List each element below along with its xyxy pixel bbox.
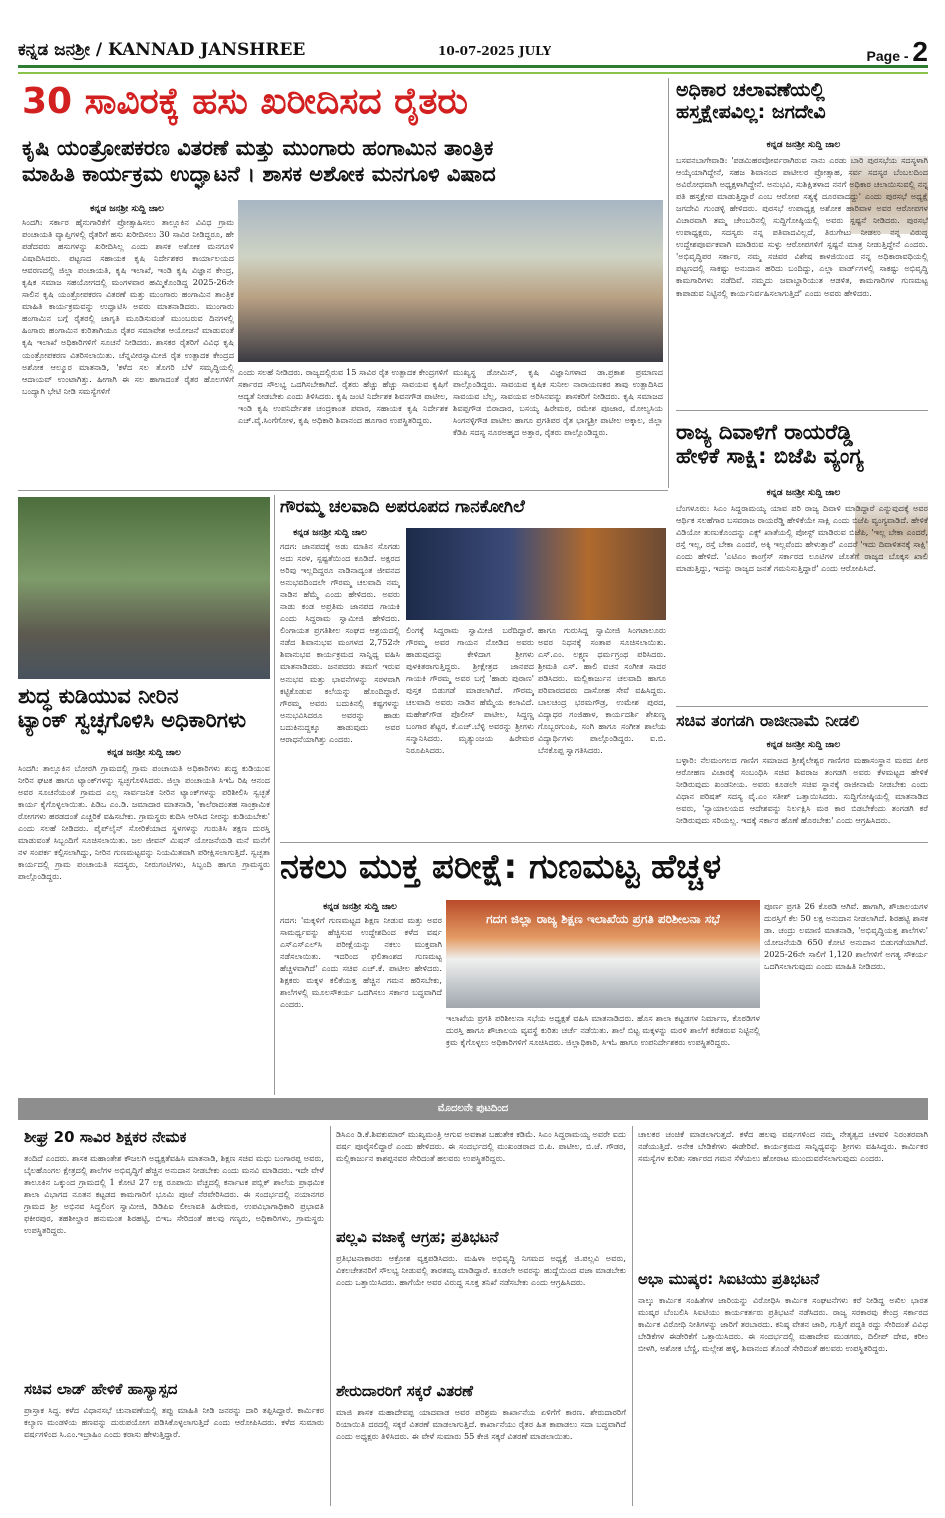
page-number-value: 2: [912, 38, 928, 67]
column-divider: [632, 1126, 633, 1506]
gouramma-body-col3: ಹಾಗೂ ಗುರುಸಿದ್ದ ಸ್ವಾಮೀಜಿ ಸಿಂಗಟಾಲೂರು ಅವರ ನಿಧನಕ್ಕೆ ಸಂತಾಪ ಸೂಚಿಸಲಾಯಿತು. ಎಸ್.ಎಂ. ಲಕ್ಷ್ಮಣ ಧರ್ಮಗ್ರಂಥ ಪಠಿಸಿದರು. ಶ್ರೀಮತಿ ಎಸ್. ಹಾಲಿ ವಚನ ಸಂಗೀತ ಸಾದರ ಪಡಿಸಿದರು. ಮಲ್ಲಿಕಾರ್ಜುನ ಚಲವಾದಿ ಹಾಗೂ ಪರಿವಾರದವರು ದಾಸೋಹ ಸೇವೆ ವಹಿಸಿದ್ದರು. ಬಾಲಚಂದ್ರ ಭರಮಗೌಡ್ರ, ಉಮೇಶ ಪುರದ, ವಿದ್ಯಾಧರ ಗಂಜಿಹಾಳ, ಕಾರ್ಯದರ್ಶಿ ಶೇಖಣ್ಣ ಗೊಬ್ಬರಗುಂಪಿ, ಸಂಗಿ ಹಾಗೂ ಸಂಗೀತ ಶಾಲೆಯ ವಿದ್ಯಾರ್ಥಿಗಳು ಪಾಲ್ಗೊಂಡಿದ್ದರು. ಐ.ಬಿ. ಬೆನಕೊಪ್ಪ ಸ್ವಾಗತಿಸಿದರು.: [538, 625, 666, 756]
cont-story6-body: ಚಾಲಕರ ಚಂಚಿಕೆ ಮಾಡಲಾಗುತ್ತದೆ. ಕಳೆದ ಹಲವು ವರ್ಷಗಳಿಂದ ನಮ್ಮ ನೇತೃತ್ವದ ಚಳವಳಿ ನಿರಂತರವಾಗಿ ನಡೆಯುತ್ತಿದೆ. ಅನೇಕ ಬೇಡಿಕೆಗಳು ಈಡೇರಿವೆ. ಕಾರ್ಯಕ್ರಮದ ಸಾನ್ನಿಧ್ಯವನ್ನು ಶ್ರೀಗಳು ವಹಿಸಿದ್ದರು. ಕಾರ್ಮಿಕರ ಸಮಸ್ಯೆಗಳ ಕುರಿತು ಸರ್ಕಾರದ ಗಮನ ಸೆಳೆಯಲು ಹೋರಾಟ ಮುಂದುವರೆಸಲಾಗುವುದು ಎಂದರು.: [638, 1129, 928, 1164]
lead-deck: [22, 136, 667, 190]
column-divider: [274, 495, 275, 1095]
rayareddy-headline-line-2: ಹೇಳಿಕೆ ಸಾಕ್ಷಿ: ಬಿಜೆಪಿ ವ್ಯಂಗ್ಯ: [676, 444, 864, 469]
lead-body-col1: ಸಿಂದಗಿ: ಸರ್ಕಾರ ಹೈನುಗಾರಿಕೆಗೆ ಪ್ರೋತ್ಸಾಹಿಸಲು ತಾಲ್ಲೂಕಿನ ವಿವಿಧ ಗ್ರಾಮ ಪಂಚಾಯತಿ ವ್ಯಾಪ್ತಿಗಳಲ್ಲಿ ರೈತರಿಗೆ ಹಸು ಖರೀದಿಸಲು 30 ಸಾವಿರ ನೀಡಿದ್ದರೂ, ಹೇ ಪಡೆದವರು ಹಸುಗಳನ್ನು ಖರೀದಿಸಿಲ್ಲ ಎಂದು ಶಾಸಕ ಅಶೋಕ ಮನಗೂಳಿ ವಿಷಾದಿಸಿದರು. ಪಟ್ಟಣದ ಸಹಾಯಕ ಕೃಷಿ ನಿರ್ದೇಶಕರ ಕಾರ್ಯಾಲಯದ ಆವರಣದಲ್ಲಿ ಜಿಲ್ಲಾ ಪಂಚಾಯತಿ, ಕೃಷಿ ಇಲಾಖೆ, ಇಂಡಿ ಕೃಷಿ ವಿಜ್ಞಾನ ಕೇಂದ್ರ, ಕೃಷಿಕ ಸಮಾಜ ಸಹಯೋಗದಲ್ಲಿ ಮಂಗಳವಾರ ಹಮ್ಮಿಕೊಂಡಿದ್ದ 2025-26ನೇ ಸಾಲಿನ ಕೃಷಿ ಯಂತ್ರೋಪಕರಣ ವಿತರಣೆ ಮತ್ತು ಮುಂಗಾರು ಹಂಗಾಮಿನ ತಾಂತ್ರಿಕ ಮಾಹಿತಿ ಕಾರ್ಯಕ್ರಮವನ್ನು ಉದ್ಘಾಟಿಸಿ ಅವರು ಮಾತನಾಡಿದರು. ಮುಂಗಾರು ಹಂಗಾಮಿನ ಬಗ್ಗೆ ರೈತರಲ್ಲಿ ಜಾಗೃತಿ ಮೂಡಿಸುವಂತೆ ಮುಂಬರುವ ದಿನಗಳಲ್ಲಿ ಹಿಂಗಾರು ಹಂಗಾಮಿನ ಕುರಿತಾಗಿಯೂ ರೈತರ ಸಮಾವೇಶ ಆಯೋಜನೆ ಮಾಡುವಂತೆ ಕೃಷಿ ಇಲಾಖೆ ಅಧಿಕಾರಿಗಳಿಗೆ ಸೂಚನೆ ನೀಡಿದರು. ಶಾಸಕರ ರೈತರಿಗೆ ವಿವಿಧ ಕೃಷಿ ಯಂತ್ರೋಪಕರಣ ವಿತರಿಸಲಾಯಿತು. ಚೆನ್ನವೀರಸ್ವಾಮೀಜಿ ರೈತ ಉತ್ಪಾದಕ ಕೇಂದ್ರದ ಅಶೋಕ ಆಲ್ಮೂರ ಮಾತನಾಡಿ, 'ಕಳೆದ ಸಲ ತೊಗರಿ ಬೆಳೆ ಸಮೃದ್ಧಿಯಲ್ಲಿ ಆದಾಯವ್ ಉಂಟಾಗಿತ್ತು. ಹೀಗಾಗಿ ಈ ಸಲ ಹಾಗಾದಂತೆ ರೈತರ ಹೊಲಗಳಿಗೆ ಬಂದ್ಯಾಗಿ ಭೇಟಿ ನೀಡಿ ಸಮಸ್ಯೆಗಳಿಗೆ: [22, 217, 234, 396]
jagadev-body: ಬಸವನಬಾಗೇವಾಡಿ: 'ಪಡಮಿಹರವೋರ್ವರಾಗಿರುವ ನಾನು ಎರಡು ಬಾರಿ ಪುರಸಭೆಯ ಸದಸ್ಯಳಾಗಿ ಆಯ್ಕೆಯಾಗಿದ್ದೇನೆ, ಸಹಜ ಶಿವಾನಂದ ಪಾಟೀಲರ ಪ್ರೋತ್ಸಾಹ, ಸರ್ವ ಸದಸ್ಯರ ಬೆಂಬಲದಿಂದ ಅವಿರೋಧವಾಗಿ ಅಧ್ಯಕ್ಷಳಾಗಿದ್ದೇನೆ. ಅನುಭವಿ, ಸುಶಿಕ್ಷಿತಳಾದ ನನಗೆ ಅಧಿಕಾರ ಚಲಾಯಿಸುವಲ್ಲಿ ನನ್ನ ಪತಿ ಹಸ್ತಕ್ಷೇಪ ಮಾಡುತ್ತಿದ್ದಾರೆ ಎಂಬ ಆರೋಪ ಸತ್ಯಕ್ಕೆ ದೂರವಾದದ್ದು' ಎಂದು ಪುರಸಭೆ ಅಧ್ಯಕ್ಷೆ ಜಗದೇವಿ ಗುಂಡಳ್ಳಿ ಹೇಳಿದರು. ಪುರಸಭೆ ಉಪಾಧ್ಯಕ್ಷ ಅಶೋಕ ಹಾರಿವಾಳ ಅವರ ಆರೋಪಗಳ ವಿಚಾರವಾಗಿ ತಮ್ಮ ಚೇಂಬರಿನಲ್ಲಿ ಸುದ್ದಿಗೋಷ್ಠಿಯಲ್ಲಿ ಅವರು ಸ್ಪಷ್ಟನೆ ನೀಡಿದರು. ಪುರಸಭೆ ಉಪಾಧ್ಯಕ್ಷರು, ಸದಸ್ಯರು ನನ್ನ ಪತಿವಾದವಿಲ್ಲದೆ, ತಿರುಗೇಟು ನೀಡಲು ನನ್ನ ವಿರುದ್ಧ ಉದ್ದೇಶಪೂರ್ವಕವಾಗಿ ಮಾಡಿರುವ ಸುಳ್ಳು ಆರೋಪಗಳಿಗೆ ಸ್ಪಷ್ಟನೆ ಮಾತ್ರ ನೀಡುತ್ತಿದ್ದೇನೆ ಎಂದರು. 'ಅಭಿವೃದ್ಧಿಪರ ಸರ್ಕಾರ, ನಮ್ಮ ಸಚಿವರ ವಿಶೇಷ ಕಾಳಜಿಯಿಂದ ನನ್ನ ಅಧಿಕಾರಾವಧಿಯಲ್ಲಿ ಪಟ್ಟಣದಲ್ಲಿ ಸಾಕಷ್ಟು ಅನುದಾನ ಹರಿದು ಬಂದಿದ್ದು, ಎಲ್ಲಾ ವಾರ್ಡ್‌ಗಳಲ್ಲಿ ಸಾಕಷ್ಟು ಅಭಿವೃದ್ಧಿ ಕಾಮಗಾರಿಗಳು ನಡೆದಿವೆ. ನಮ್ಮದು ಜವಾಬ್ದಾರಿಯುತ ಆಡಳಿತ, ಕಾಮಗಾರಿಗಳ ಗುಣಮಟ್ಟ ಕಾಪಾಡುವ ನಿಟ್ಟಿನಲ್ಲಿ ಕಾರ್ಯನಿರ್ವಹಿಸಲಾಗುತ್ತಿದೆ' ಎಂದು ಅವರು ಹೇಳಿದರು.: [676, 155, 928, 298]
section-divider: [676, 410, 928, 411]
exam-photo-banner: ಗದಗ ಜಿಲ್ಲಾ ರಾಜ್ಯ ಶಿಕ್ಷಣ ಇಲಾಖೆಯ ಪ್ರಗತಿ ಪರಿಶೀಲನಾ ಸಭೆ: [486, 912, 720, 926]
lead-byline: ಕನ್ನಡ ಜನಶ್ರೀ ಸುದ್ದಿ ಜಾಲ: [90, 204, 164, 214]
section-divider: [676, 706, 928, 707]
cont-story2-body: ಪ್ರಾಸ್ತಾಕ ಸಿದ್ಧ. ಕಳೆದ ವಿಧಾನಸಭೆ ಚುನಾವಣೆಯಲ್ಲಿ ತಪ್ಪು ಮಾಹಿತಿ ನೀಡಿ ಜನರನ್ನು ದಾರಿ ತಪ್ಪಿಸಿದ್ದಾರೆ. ಕಾರ್ಮಿಕರ ಕಲ್ಯಾಣ ಮಂಡಳಿಯ ಹಣವನ್ನು ದುರುಪಯೋಗ ಪಡಿಸಿಕೊಳ್ಳಲಾಗುತ್ತಿದೆ ಎಂದು ಆರೋಪಿಸಿದರು. ಕಳೆದ ಸುಮಾರು ವರ್ಷಗಳಿಂದ ಸಿ.ಎಂ.ಇಬ್ರಾಹಿಂ ಎಂದು ಕರಾಸು ಹೇಳುತ್ತಿದ್ದಾರೆ.: [24, 1405, 324, 1440]
paper-name: ಕನ್ನಡ ಜನಶ್ರೀ / KANNAD JANSHREE: [18, 40, 306, 60]
water-body: ಸಿಂದಗಿ: ತಾಲ್ಲೂಕಿನ ಬೋರಗಿ ಗ್ರಾಮದಲ್ಲಿ ಗ್ರಾಮ ಪಂಚಾಯತಿ ಅಧಿಕಾರಿಗಳು ಶುದ್ಧ ಕುಡಿಯುವ ನೀರಿನ ಘಟಕ ಹಾಗೂ ಟ್ಯಾಂಕ್‌ಗಳನ್ನು ಸ್ವಚ್ಛಗೊಳಿಸಿದರು. ಜಿಲ್ಲಾ ಪಂಚಾಯತಿ ಸಿಇಓ ರಿಷಿ ಆನಂದ ಅವರ ಸೂಚನೆಯಂತೆ ಗ್ರಾಮದ ಎಲ್ಲ ಸಾರ್ವಜನಿಕ ನೀರಿನ ಟ್ಯಾಂಕ್‌ಗಳನ್ನು ಪರಿಶೀಲಿಸಿ ಸ್ವಚ್ಛತೆ ಕಾರ್ಯ ಕೈಗೊಳ್ಳಲಾಯಿತು. ಪಿಡಿಒ ಎಂ.ಡಿ. ಜಮಾದಾರ ಮಾತನಾಡಿ, 'ಕಾಲೆರಾದಂತಹ ಸಾಂಕ್ರಾಮಿಕ ರೋಗಗಳು ಹರಡದಂತೆ ಎಚ್ಚರಿಕೆ ವಹಿಸಬೇಕು. ಗ್ರಾಮಸ್ಥರು ಕುದಿಸಿ ಆರಿಸಿದ ನೀರನ್ನು ಕುಡಿಯಬೇಕು' ಎಂದು ಸಲಹೆ ನೀಡಿದರು. ಪೈಪ್‌ಲೈನ್ ಸೋರಿಕೆಯಾದ ಸ್ಥಳಗಳನ್ನು ಗುರುತಿಸಿ ತಕ್ಷಣ ದುರಸ್ತಿ ಮಾಡುವಂತೆ ಸಿಬ್ಬಂದಿಗೆ ಸೂಚಿಸಲಾಯಿತು. ಜಲ ಜೀವನ್ ಮಿಷನ್ ಯೋಜನೆಯಡಿ ಮನೆ ಮನೆಗೆ ನಳ ಸಂಪರ್ಕ ಕಲ್ಪಿಸಲಾಗಿದ್ದು, ನೀರಿನ ಗುಣಮಟ್ಟವನ್ನು ನಿಯಮಿತವಾಗಿ ಪರೀಕ್ಷಿಸಲಾಗುತ್ತಿದೆ. ಸ್ವಚ್ಛತಾ ಕಾರ್ಯದಲ್ಲಿ ಗ್ರಾಮ ಪಂಚಾಯತಿ ಸದಸ್ಯರು, ನೀರುಗಂಟಿಗಳು, ಸಿಬ್ಬಂದಿ ಹಾಗೂ ಗ್ರಾಮಸ್ಥರು ಪಾಲ್ಗೊಂಡಿದ್ದರು.: [18, 763, 270, 882]
issue-date: 10-07-2025 JULY: [438, 44, 552, 58]
lead-deck-line-1: ಕೃಷಿ ಯಂತ್ರೋಪಕರಣ ವಿತರಣೆ ಮತ್ತು ಮುಂಗಾರು ಹಂಗಾಮಿನ ತಾಂತ್ರಿಕ: [22, 136, 494, 160]
jagadev-byline: ಕನ್ನಡ ಜನಶ್ರೀ ಸುದ್ದಿ ಜಾಲ: [766, 140, 841, 150]
cont-story1-headline: ಶೀಘ್ರ 20 ಸಾವಿರ ಶಿಕ್ಷಕರ ನೇಮಕ: [24, 1128, 187, 1146]
exam-body-col1: ಗದಗ: 'ಮಕ್ಕಳಿಗೆ ಗುಣಮಟ್ಟದ ಶಿಕ್ಷಣ ನೀಡುವ ಮತ್ತು ಅವರ ಸಾಮರ್ಥ್ಯವನ್ನು ಹೆಚ್ಚಿಸುವ ಉದ್ದೇಶದಿಂದ ಕಳೆದ ವರ್ಷ ಎಸ್‌ಎಸ್‌ಎಲ್‌ಸಿ ಪರೀಕ್ಷೆಯನ್ನು ನಕಲು ಮುಕ್ತವಾಗಿ ನಡೆಸಲಾಯಿತು. ಇದರಿಂದ ಫಲಿತಾಂಶದ ಗುಣಮಟ್ಟ ಹೆಚ್ಚಳವಾಗಿದೆ' ಎಂದು ಸಚಿವ ಎಚ್.ಕೆ. ಪಾಟೀಲ ಹೇಳಿದರು. ಶಿಕ್ಷಕರು ಮಕ್ಕಳ ಕಲಿಕೆಯತ್ತ ಹೆಚ್ಚಿನ ಗಮನ ಹರಿಸಬೇಕು, ಶಾಲೆಗಳಲ್ಲಿ ಮೂಲಸೌಕರ್ಯ ಒದಗಿಸಲು ಸರ್ಕಾರ ಬದ್ಧವಾಗಿದೆ ಎಂದರು.: [280, 915, 442, 1010]
gouramma-headline: ಗೌರಮ್ಮ ಚಲವಾದಿ ಅಪರೂಪದ ಗಾನಕೋಗಿಲೆ: [280, 498, 525, 517]
lead-deck-line-2: ಮಾಹಿತಿ ಕಾರ್ಯಕ್ರಮ ಉದ್ಘಾಟನೆ । ಶಾಸಕ ಅಶೋಕ ಮನಗೂಳಿ ವಿಷಾದ: [22, 161, 496, 186]
cont-story4-headline: ಪಲ್ಲವಿ ವಜಾಕ್ಕೆ ಆಗ್ರಹ; ಪ್ರತಿಭಟನೆ: [336, 1228, 499, 1246]
rayareddy-byline: ಕನ್ನಡ ಜನಶ್ರೀ ಸುದ್ದಿ ಜಾಲ: [766, 488, 841, 498]
cont-story5-headline: ಶೇರುದಾರರಿಗೆ ಸಕ್ಕರೆ ವಿತರಣೆ: [336, 1382, 474, 1400]
cont-story2-headline: ಸಚಿವ ಲಾಡ್ ಹೇಳಿಕೆ ಹಾಸ್ಯಾಸ್ಪದ: [24, 1380, 178, 1398]
exam-body-col3: ಪೂರ್ಣ ಪ್ರಗತಿ 26 ಕೊಠಡಿ ಆಗಿವೆ. ಹಾಗಾಗಿ, ಶೌಚಾಲಯಗಳ ದುರಸ್ತಿಗೆ ಕೆಲ 50 ಲಕ್ಷ ಅನುದಾನ ನೀಡಲಾಗಿದೆ. ಶಿರಹಟ್ಟಿ ಶಾಸಕ ಡಾ. ಚಂದ್ರು ಲಮಾಣಿ ಮಾತನಾಡಿ, 'ಅಭಿವೃದ್ಧಿಯತ್ತ ಶಾಲೆಗಳು' ಯೋಜನೆಯಡಿ 650 ಕೋಟಿ ಅನುದಾನ ಬಿಡುಗಡೆಯಾಗಿದೆ. 2025-26ನೇ ಸಾಲಿಗೆ 1,120 ಶಾಲೆಗಳಿಗೆ ಅಗತ್ಯ ಸೌಕರ್ಯ ಒದಗಿಸಲಾಗುವುದು ಎಂದು ಮಾಹಿತಿ ನೀಡಿದರು.: [764, 901, 928, 972]
water-photo: [18, 497, 270, 679]
page-label: Page -: [866, 48, 909, 64]
lead-body-col2: ಎಂದು ಸಲಹೆ ನೀಡಿದರು. ರಾಜ್ಯದಲ್ಲಿರುವ 15 ಸಾವಿರ ರೈತ ಉತ್ಪಾದಕ ಕೇಂದ್ರಗಳಿಗೆ ಸರ್ಕಾರದ ಸೌಲಭ್ಯ ಒದಗಿಸಬೇಕಾಗಿದೆ. ರೈತರು ಹೆಚ್ಚು ಹೆಚ್ಚು ಸಾವಯವ ಕೃಷಿಗೆ ಆದ್ಯತೆ ನೀಡಬೇಕು ಎಂದು ತಿಳಿಸಿದರು. ಕೃಷಿ ಜಂಟಿ ನಿರ್ದೇಶಕ ಶಿವನಗೌಡ ಪಾಟೀಲ, ಇಂಡಿ ಕೃಷಿ ಉಪನಿರ್ದೇಶಕ ಚಂದ್ರಕಾಂತ ಪವಾರ, ಸಹಾಯಕ ಕೃಷಿ ನಿರ್ದೇಶಕ ಎಚ್.ವೈ.ಸಿಂಗೆಗೋಳ, ಕೃಷಿ ಅಧಿಕಾರಿ ಶಿವಾನಂದ ಹೂಗಾರ ಉಪಸ್ಥಿತರಿದ್ದರು.: [238, 367, 448, 426]
exam-headline: ನಕಲು ಮುಕ್ತ ಪರೀಕ್ಷೆ: ಗುಣಮಟ್ಟ ಹೆಚ್ಚಳ: [280, 850, 722, 887]
thangadagi-body: ಬಳ್ಳಾರಿ: ನೆಲಮಂಗಲದ ಗಾಣಿಗ ಸಮಾಜದ ಶ್ರೀಶೈಲೇಶ್ವರ ಗಾಣಿಗರ ಮಹಾಸಂಸ್ಥಾನ ಮಠದ ಪೀಠ ಆರೋಹಣ ವಿಚಾರಕ್ಕೆ ಸಂಬಂಧಿಸಿ ಸಚಿವ ಶಿವರಾಜ ತಂಗಡಗಿ ಅವರು ಕೆಳಮಟ್ಟದ ಹೇಳಿಕೆ ನೀಡಿರುವುದು ಖಂಡನೀಯ. ಅವರು ಕೂಡಲೇ ಸಚಿವ ಸ್ಥಾನಕ್ಕೆ ರಾಜೀನಾಮೆ ನೀಡಬೇಕು ಎಂದು ವಿಧಾನ ಪರಿಷತ್ ಸದಸ್ಯ ವೈ.ಎಂ ಸತೀಶ್ ಒತ್ತಾಯಿಸಿದರು. ಸುದ್ದಿಗೋಷ್ಠಿಯಲ್ಲಿ ಮಾತನಾಡಿದ ಅವರು, 'ನ್ಯಾಯಾಲಯದ ಆದೇಶವನ್ನು ನಿರ್ಲಕ್ಷಿಸಿ ಮಠ ಕಾರ ಬಿಡಬೇಕೆಂದು ತಂಗಡಗಿ ಕರೆ ನೀಡಿರುವುದು ಸರಿಯಲ್ಲ. ಇದಕ್ಕೆ ಸರ್ಕಾರ ಹೊಣೆ ಹೊರಬೇಕು' ಎಂದು ಆಗ್ರಹಿಸಿದರು.: [676, 755, 928, 826]
exam-body-col2: ಇಲಾಖೆಯ ಪ್ರಗತಿ ಪರಿಶೀಲನಾ ಸಭೆಯ ಅಧ್ಯಕ್ಷತೆ ವಹಿಸಿ ಮಾತನಾಡಿದರು. ಹೊಸ ಶಾಲಾ ಕಟ್ಟಡಗಳ ನಿರ್ಮಾಣ, ಕೊಠಡಿಗಳ ದುರಸ್ತಿ ಹಾಗೂ ಶೌಚಾಲಯ ವ್ಯವಸ್ಥೆ ಕುರಿತು ಚರ್ಚೆ ನಡೆಯಿತು. ಶಾಲೆ ಬಿಟ್ಟ ಮಕ್ಕಳನ್ನು ಮರಳಿ ಶಾಲೆಗೆ ಕರೆತರುವ ನಿಟ್ಟಿನಲ್ಲಿ ಕ್ರಮ ಕೈಗೊಳ್ಳಲು ಅಧಿಕಾರಿಗಳಿಗೆ ಸೂಚಿಸಿದರು. ಜಿಲ್ಲಾಧಿಕಾರಿ, ಸಿಇಓ ಹಾಗೂ ಉಪನಿರ್ದೇಶಕರು ಉಪಸ್ಥಿತರಿದ್ದರು.: [446, 1013, 760, 1048]
column-divider: [330, 1126, 331, 1506]
cont-story7-headline: ಅಭಾ ಮುಷ್ಕರ: ಸಿಐಟಿಯು ಪ್ರತಿಭಟನೆ: [638, 1270, 820, 1288]
cont-story3-body: ಡಿಸಿಎಂ ಡಿ.ಕೆ.ಶಿವಕುಮಾರ್ ಮುಖ್ಯಮಂತ್ರಿ ಆಗುವ ಅವಕಾಶ ಬಹುತೇಕ ಕಡಿಮೆ. ಸಿಎಂ ಸಿದ್ದರಾಮಯ್ಯ ಅವರೇ ಐದು ವರ್ಷ ಪೂರೈಸಲಿದ್ದಾರೆ ಎಂದು ಹೇಳಿದರು. ಈ ಸಂದರ್ಭದಲ್ಲಿ ಮುಖಂಡರಾದ ಬಿ.ಪಿ. ಪಾಟೀಲ, ಬಿ.ಜೆ. ಗೌಡರ, ಮಲ್ಲಿಕಾರ್ಜುನ ಕಾಶಪ್ಪನವರ ಸೇರಿದಂತೆ ಹಲವರು ಉಪಸ್ಥಿತರಿದ್ದರು.: [336, 1129, 626, 1164]
lead-headline: 30 ಸಾವಿರಕ್ಕೆ ಹಸು ಖರೀದಿಸದ ರೈತರು: [22, 84, 468, 122]
gouramma-byline: ಕನ್ನಡ ಜನಶ್ರೀ ಸುದ್ದಿ ಜಾಲ: [293, 528, 367, 538]
gouramma-photo: [406, 528, 666, 620]
jagadev-headline-line-2: ಹಸ್ತಕ್ಷೇಪವಿಲ್ಲ: ಜಗದೇವಿ: [676, 100, 826, 123]
rayareddy-body: ಬೆಂಗಳೂರು: ಸಿಎಂ ಸಿದ್ದರಾಮಯ್ಯ ಯಾವ ಪರಿ ರಾಜ್ಯ ದಿವಾಳಿ ಮಾಡಿದ್ದಾರೆ ಎನ್ನುವುದಕ್ಕೆ ಅವರ ಆರ್ಥಿಕ ಸಲಹೆಗಾರ ಬಸವರಾಜ ರಾಯರೆಡ್ಡಿ ಹೇಳಿಕೆಯೇ ಸಾಕ್ಷಿ ಎಂದು ಬಿಜೆಪಿ ವ್ಯಂಗ್ಯವಾಡಿದೆ. ಹೇಳಿಕೆ ವಿಡಿಯೋ ತುಣುಕೊಂದನ್ನು ಎಕ್ಸ್ ಖಾತೆಯಲ್ಲಿ ಪೋಸ್ಟ್ ಮಾಡಿರುವ ಬಿಜೆಪಿ, 'ಇಲ್ಲ ಬೇಕಾ ಎಂದರೆ, ರಸ್ತೆ ಇಲ್ಲ, ರಸ್ತೆ ಬೇಕಾ ಎಂದರೆ, ಅಕ್ಕಿ ಇಲ್ಲವೆಂದು ಹೇಳುತ್ತಾರೆ' ಎಂದರೆ 'ಇದು ದಿವಾಳಿತನಕ್ಕೆ ಸಾಕ್ಷಿ' ಎಂದು ಹೇಳಿದೆ. 'ಎಟಿಎಂ ಕಾಂಗ್ರೆಸ್ ಸರ್ಕಾರದ ಲೂಟಿಗಳ ಜೊತೆಗೆ ರಾಜ್ಯದ ಬೊಕ್ಕಸ ಖಾಲಿ ಮಾಡುತ್ತಿದ್ದು, ಇದನ್ನು ರಾಜ್ಯದ ಜನತೆ ಗಮನಿಸುತ್ತಿದ್ದಾರೆ' ಎಂದು ಆರೋಪಿಸಿದೆ.: [676, 503, 928, 574]
gouramma-body-col2: ಲಿಂಗಕ್ಕೆ ಸಿದ್ದರಾಮ ಸ್ವಾಮೀಜಿ ಬರೆದಿದ್ದಾರೆ. ಗೌರಮ್ಮ ಅವರ ಗಾಯನ ನೋಡಿದ ಅವರು ಹಾಡುವುದನ್ನು ಕೇಳಿದಾಗ ಶ್ರೀಗಳು ಪುಳಕಿತರಾಗುತ್ತಿದ್ದರು. ಶ್ರೀಕ್ಷೇತ್ರದ ಜಾನಪದ ಗಾಯಕಿ ಗೌರಮ್ಮ ಅವರ ಬಗ್ಗೆ 'ಹಾಡು ಪುರಾಣ' ಪುಸ್ತಕ ಬಿಡುಗಡೆ ಮಾಡಲಾಗಿದೆ. ಗೌರಮ್ಮ ಚಲವಾದಿ ಅವರು ನಾಡಿನ ಹೆಮ್ಮೆಯ ಕಲಾವಿದೆ. ಮಹೇಶ್‌ಗೌಡ ಪೊಲೀಸ್ ಪಾಟೀಲ, ಸಿದ್ದಣ್ಣ ಬಂಗಾರ ಶೆಟ್ಟರ, ಕೆ.ಎಚ್.ಬೆಳ್ಳಿ ಅವರನ್ನು ಶ್ರೀಗಳು ಸನ್ಮಾನಿಸಿದರು. ಮೃತ್ಯುಂಜಯ ಹಿರೇಮಠ ನಿರೂಪಿಸಿದರು.: [406, 625, 534, 756]
page-number: [867, 38, 928, 68]
cont-story7-body: ನಾಲ್ಕು ಕಾರ್ಮಿಕ ಸಂಹಿತೆಗಳ ಜಾರಿಯನ್ನು ವಿರೋಧಿಸಿ ಕಾರ್ಮಿಕ ಸಂಘಟನೆಗಳು ಕರೆ ನೀಡಿದ್ದ ಅಖಿಲ ಭಾರತ ಮುಷ್ಕರ ಬೆಂಬಲಿಸಿ ಸಿಐಟಿಯು ಕಾರ್ಯಕರ್ತರು ಪ್ರತಿಭಟನೆ ನಡೆಸಿದರು. ರಾಜ್ಯ ಸರಕಾರವು ಕೇಂದ್ರ ಸರ್ಕಾರದ ಕಾರ್ಮಿಕ ವಿರೋಧಿ ನೀತಿಗಳನ್ನು ಜಾರಿಗೆ ತರಬಾರದು. ಕನಿಷ್ಠ ವೇತನ ಜಾರಿ, ಗುತ್ತಿಗೆ ಪದ್ಧತಿ ರದ್ದು ಸೇರಿದಂತೆ ವಿವಿಧ ಬೇಡಿಕೆಗಳ ಈಡೇರಿಕೆಗೆ ಒತ್ತಾಯಿಸಿದರು. ಈ ಸಂದರ್ಭದಲ್ಲಿ ಮಹಾದೇವ ಮುಡಗರು, ದಿಲೀಪ್ ದೇವ, ಕರೀಂ ಬೀಳಗಿ, ಅಶೋಕ ಬೆಣ್ಣಿ, ಮಲ್ಲೇಶ ಹಳ್ಳಿ, ಶಿವಾನಂದ ತೊಂಡೆ ಸೇರಿದಂತೆ ಹಲವರು ಉಪಸ್ಥಿತರಿದ್ದರು.: [638, 1295, 928, 1354]
lead-photo: [238, 200, 663, 362]
rayareddy-headline-line-1: ರಾಜ್ಯ ದಿವಾಳಿಗೆ ರಾಯರೆಡ್ಡಿ: [676, 420, 853, 444]
water-headline-line-1: ಶುದ್ಧ ಕುಡಿಯುವ ನೀರಿನ: [18, 684, 179, 708]
cont-story1-body: ತಂದಿದೆ ಎಂದರು. ಶಾಸಕ ಮಹಾಂತೇಶ ಕೌಜಲಗಿ ಅಧ್ಯಕ್ಷತೆವಹಿಸಿ ಮಾತನಾಡಿ, ಶಿಕ್ಷಣ ಸಚಿವ ಮಧು ಬಂಗಾರಪ್ಪ ಅವರು, ಬೈಲಹೊಂಗಲ ಕ್ಷೇತ್ರದಲ್ಲಿ ಶಾಲೆಗಳ ಅಭಿವೃದ್ಧಿಗೆ ಹೆಚ್ಚಿನ ಅನುದಾನ ನೀಡಬೇಕು ಎಂದು ಮನವಿ ಮಾಡಿದರು. ಇದೇ ವೇಳೆ ತಾಲೂಕಿನ ಒಕ್ಕುಂದ ಗ್ರಾಮದಲ್ಲಿ 1 ಕೋಟಿ 27 ಲಕ್ಷ ರೂಪಾಯಿ ವೆಚ್ಚದಲ್ಲಿ ಕರ್ನಾಟಕ ಪಬ್ಲಿಕ್ ಶಾಲೆಯ ಪ್ರಾಥಮಿಕ ಶಾಲಾ ವಿಭಾಗದ ನೂತನ ಕಟ್ಟಡದ ಕಾಮಗಾರಿಗೆ ಭೂಮಿ ಪೂಜೆ ನೆರವೇರಿಸಿದರು. ಈ ಸಂದರ್ಭದಲ್ಲಿ ನಯಾನಗರ ಗ್ರಾಮದ ಶ್ರೀ ಅಭಿನವ ಸಿದ್ದಲಿಂಗ ಸ್ವಾಮೀಜಿ, ಡಿಡಿಪಿಐ ಲೀಲಾವತಿ ಹಿರೇಮಠ, ಉಪವಿಭಾಗಾಧಿಕಾರಿ ಪ್ರಭಾವತಿ ಫಕೀರಪುರ, ತಹಶೀಲ್ದಾರ ಹನುಮಂತ ಶಿರಹಟ್ಟಿ, ಬಿಇಒ ಸೇರಿದಂತೆ ಹಲವು ಗಣ್ಯರು, ಅಧಿಕಾರಿಗಳು, ಗ್ರಾಮಸ್ಥರು ಉಪಸ್ಥಿತರಿದ್ದರು.: [24, 1153, 324, 1236]
thangadagi-byline: ಕನ್ನಡ ಜನಶ್ರೀ ಸುದ್ದಿ ಜಾಲ: [766, 740, 841, 750]
exam-byline: ಕನ್ನಡ ಜನಶ್ರೀ ಸುದ್ದಿ ಜಾಲ: [323, 902, 397, 912]
gouramma-body-col1: ಗದಗ: ಜಾನಪದಕ್ಕೆ ಅಡು ಮಾತಿನ ಸೊಗಡು ಅದು ಸರಳ, ಸ್ಪಷ್ಟತೆಯಿಂದ ಕೂಡಿದೆ. ಅಕ್ಷರದ ಅರಿವು ಇಲ್ಲದಿದ್ದರೂ ನಾಡಿನಾದ್ಯಂತ ಜೀವನದ ಅನುಭವದಿಂದಲೇ ಗೌರಮ್ಮ ಚಲವಾದಿ ನಮ್ಮ ನಾಡಿನ ಹೆಮ್ಮೆ ಎಂದು ಹೇಳಿದರು. ಅವರು ನಾಡು ಕಂಡ ಅಪ್ರತಿಮ ಜಾನಪದ ಗಾಯಕಿ ಎಂದು ಸಿದ್ದರಾಮ ಸ್ವಾಮೀಜಿ ಹೇಳಿದರು. ಲಿಂಗಾಯತ ಪ್ರಗತಿಶೀಲ ಸಂಘದ ಆಶ್ರಯದಲ್ಲಿ ನಡೆದ ಶಿವಾನುಭವ ಮಂಗಳದ 2,752ನೇ ಶಿವಾನುಭವ ಕಾರ್ಯಕ್ರಮದ ಸಾನ್ನಿಧ್ಯ ವಹಿಸಿ ಮಾತನಾಡಿದರು. ಜನಪದರು ತಮಗೆ ಇರುವ ಅನುಭವ ಮತ್ತು ಭಾವನೆಗಳನ್ನು ಸರಳವಾಗಿ ಕಟ್ಟಿಕೊಡುವ ಕಲೆಯನ್ನು ಹೊಂದಿದ್ದಾರೆ. ಗೌರಮ್ಮ ಅವರು ಬದುಕಿನಲ್ಲಿ ಕಷ್ಟಗಳನ್ನು ಅನುಭವಿಸಿದರೂ ಅವರನ್ನು ಹಾಡು ಬದುಕಿನುದ್ದಕ್ಕೂ ಹಾಡುವುದು ಅವರ ಆರಾಧನೆಯಾಗಿತ್ತು ಎಂದರು.: [280, 541, 400, 744]
rayareddy-headline: [676, 420, 931, 482]
masthead: [18, 38, 928, 68]
column-divider: [668, 78, 669, 488]
water-headline-line-2: ಟ್ಯಾಂಕ್ ಸ್ವಚ್ಛಗೊಳಿಸಿ ಅಧಿಕಾರಿಗಳು: [18, 708, 247, 733]
water-byline: ಕನ್ನಡ ಜನಶ್ರೀ ಸುದ್ದಿ ಜಾಲ: [107, 748, 181, 758]
lead-body-col3: ಮುಖ್ಯಸ್ಥ ಡೋಮಿನ್, ಕೃಷಿ ವಿಜ್ಞಾನಿಗಳಾದ ಡಾ.ಪ್ರಕಾಶ ಪ್ರಮಾಣದ ಪಾಲ್ಗೊಂಡಿದ್ದರು. ಸಾವಯವ ಕೃಷಿಕ ಸುನೀಲ ನಾರಾಯಣಕರ ತಾವು ಉತ್ಪಾದಿಸಿದ ಸಾವಯವ ಬೆಲ್ಲ, ಸಾವಯವ ಅರಿಸಿನವನ್ನು ಶಾಸಕರಿಗೆ ನೀಡಿದರು. ಕೃಷಿ ಸಮಾಜದ ಶಿವಪ್ಪಗೌಡ ಬಿರಾದಾರ, ಬಸಯ್ಯ ಹಿರೇಮಠ, ರಮೇಶ ಪೂಜಾರ, ಮೋಲ್ಯಸಿಯ ಸಿಂಗನಳ್ಳಿಗೌಡ ಪಾಟೀಲ ಹಾಗೂ ಪ್ರಗತಿಪರ ರೈತ ಭಾಗ್ಯಶ್ರೀ ಪಾಟೀಲ ಅಕ್ಕಾಲ, ಜಿಲ್ಲಾ ಕೆಡಿಪಿ ಸದಸ್ಯ ನೂರಅಹ್ಮದ ಅತ್ತಾರ, ರೈತರು ಪಾಲ್ಗೊಂಡಿದ್ದರು.: [453, 367, 663, 438]
jagadev-headline-line-1: ಅಧಿಕಾರ ಚಲಾವಣೆಯಲ್ಲಿ: [676, 80, 825, 101]
cont-story5-body: ಮಾಜಿ ಶಾಸಕ ಮಹಾದೇವಪ್ಪ ಯಾದವಾಡ ಅವರ ಪರಿಶ್ರಮ ಕಾರ್ಖಾನೆಯ ಏಳಿಗೆಗೆ ಕಾರಣ. ಶೇರುದಾರರಿಗೆ ರಿಯಾಯಿತಿ ದರದಲ್ಲಿ ಸಕ್ಕರೆ ವಿತರಣೆ ಮಾಡಲಾಗುತ್ತಿದೆ. ಕಾರ್ಖಾನೆಯು ರೈತರ ಹಿತ ಕಾಪಾಡಲು ಸದಾ ಬದ್ಧವಾಗಿದೆ ಎಂದು ಅಧ್ಯಕ್ಷರು ತಿಳಿಸಿದರು. ಈ ವೇಳೆ ಸುಮಾರು 55 ಕೇಜಿ ಸಕ್ಕರೆ ವಿತರಣೆ ಮಾಡಲಾಯಿತು.: [336, 1407, 626, 1442]
continued-bar: ಮೊದಲನೇ ಪುಟದಿಂದ: [18, 1098, 928, 1120]
water-headline: [18, 684, 273, 748]
masthead-rule: [18, 72, 928, 74]
section-divider: [18, 490, 668, 491]
section-divider: [280, 842, 928, 843]
exam-photo: [446, 900, 760, 1008]
cont-story4-body: ಪ್ರತಿಭಟನಾಕಾರರು ಆಕ್ರೋಶ ವ್ಯಕ್ತಪಡಿಸಿದರು. ಮಹಿಳಾ ಅಭಿವೃದ್ಧಿ ನಿಗಮದ ಅಧ್ಯಕ್ಷೆ ಜಿ.ಪಲ್ಲವಿ ಅವರು, ವಿಕಲಚೇತನರಿಗೆ ಸೌಲಭ್ಯ ನೀಡುವಲ್ಲಿ ತಾರತಮ್ಯ ಮಾಡಿದ್ದಾರೆ. ಕೂಡಲೇ ಅವರನ್ನು ಹುದ್ದೆಯಿಂದ ವಜಾ ಮಾಡಬೇಕು ಎಂದು ಒತ್ತಾಯಿಸಿದರು. ಹಾಗೆಯೇ ಅವರ ವಿರುದ್ಧ ಸೂಕ್ತ ತನಿಖೆ ನಡೆಸಬೇಕು ಎಂದು ಆಗ್ರಹಿಸಿದರು.: [336, 1253, 626, 1288]
jagadev-headline: [676, 80, 931, 140]
thangadagi-headline: ಸಚಿವ ತಂಗಡಗಿ ರಾಜೀನಾಮೆ ನೀಡಲಿ: [676, 712, 860, 730]
